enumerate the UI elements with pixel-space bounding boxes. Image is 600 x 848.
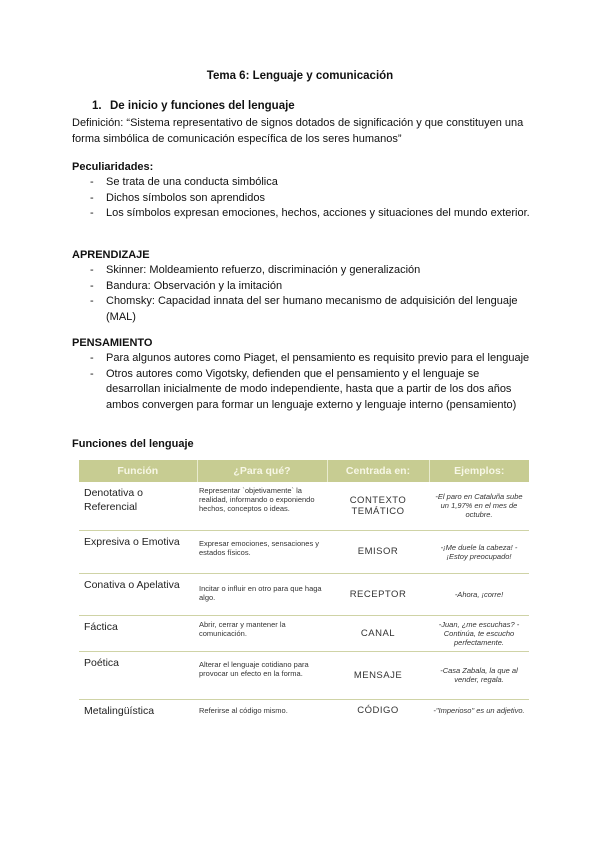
list-item: - Para algunos autores como Piaget, el pensamiento es requisito previo para el lenguaje <box>72 351 532 367</box>
cell-centrada: MENSAJE <box>327 651 429 699</box>
cell-ejemplo: -¡Me duele la cabeza! -¡Estoy preocupado! <box>429 530 529 573</box>
peculiaridades-list <box>72 175 532 222</box>
aprendizaje-list <box>72 263 532 325</box>
definition-paragraph: Definición: “Sistema representativo de signos dotados de significación y que constituyen una forma simbólica de comunicación específica de los seres humanos” <box>72 117 524 145</box>
cell-ejemplo: -Ahora, ¡corre! <box>429 573 529 615</box>
cell-centrada: CÓDIGO <box>357 705 399 716</box>
table-row <box>79 482 529 530</box>
peculiaridades-heading: Peculiaridades: <box>72 161 154 173</box>
cell-centrada: CANAL <box>327 615 429 651</box>
cell-funcion: Metalingüística <box>84 704 155 717</box>
pensamiento-heading: PENSAMIENTO <box>72 337 153 349</box>
cell-ejemplo: -El paro en Cataluña sube un 1,97% en el mes de octubre. <box>429 482 529 530</box>
cell-centrada: RECEPTOR <box>327 573 429 615</box>
cell-para-que: Expresar emociones, sensaciones y estados físicos. <box>197 530 327 573</box>
list-item: - Los símbolos expresan emociones, hechos, acciones y situaciones del mundo exterior. <box>72 206 532 222</box>
cell-ejemplo: -Juan, ¿me escuchas? -Continúa, te escucho perfectamente. <box>429 615 529 651</box>
list-item: - Dichos símbolos son aprendidos <box>72 191 532 207</box>
cell-centrada: EMISOR <box>327 530 429 573</box>
table-row <box>79 651 529 699</box>
cell-ejemplo: -"Imperioso" es un adjetivo. <box>433 706 525 715</box>
header-ejemplos: Ejemplos: <box>429 460 529 482</box>
list-item: - Otros autores como Vigotsky, defienden que el pensamiento y el lenguaje se desarrollan inicialmente de modo independiente, hasta que a partir de los dos años ambos convergen para formar un lenguaje externo y lenguaje interno (pensamiento) <box>72 367 532 414</box>
header-para-que: ¿Para qué? <box>197 460 327 482</box>
cell-funcion: Denotativa o Referencial <box>79 482 197 530</box>
cell-funcion: Fáctica <box>79 615 197 651</box>
section-title: De inicio y funciones del lenguaje <box>110 100 295 112</box>
table-header-row <box>79 460 529 482</box>
cell-funcion: Conativa o Apelativa <box>79 573 197 615</box>
table-row <box>79 615 529 651</box>
cell-para-que: Referirse al código mismo. <box>199 705 288 715</box>
cell-centrada: CONTEXTO TEMÁTICO <box>327 482 429 530</box>
aprendizaje-heading: APRENDIZAJE <box>72 249 150 261</box>
pensamiento-list <box>72 351 532 413</box>
cell-para-que: Abrir, cerrar y mantener la comunicación. <box>197 615 327 651</box>
list-item: - Bandura: Observación y la imitación <box>72 279 532 295</box>
table-row <box>79 530 529 573</box>
list-item: - Se trata de una conducta simbólica <box>72 175 532 191</box>
section-heading <box>92 100 295 112</box>
list-item: - Skinner: Moldeamiento refuerzo, discriminación y generalización <box>72 263 532 279</box>
section-number: 1. <box>92 100 102 112</box>
cell-para-que: Incitar o influir en otro para que haga algo. <box>197 573 327 615</box>
cell-funcion: Poética <box>79 651 197 699</box>
list-item: - Chomsky: Capacidad innata del ser humano mecanismo de adquisición del lenguaje (MAL) <box>72 294 532 325</box>
table-row <box>79 699 529 722</box>
cell-para-que: Alterar el lenguaje cotidiano para provocar un efecto en la forma. <box>197 651 327 699</box>
header-funcion: Función <box>79 460 197 482</box>
document-title: Tema 6: Lenguaje y comunicación <box>206 70 394 82</box>
cell-funcion: Expresiva o Emotiva <box>79 530 197 573</box>
funciones-heading: Funciones del lenguaje <box>72 438 194 450</box>
cell-para-que: Representar `objetivamente` la realidad, informando o exponiendo hechos, conceptos o ideas. <box>197 482 327 530</box>
header-centrada: Centrada en: <box>327 460 429 482</box>
cell-ejemplo: -Casa Zabala, la que al vender, regala. <box>429 651 529 699</box>
funciones-table <box>79 460 529 722</box>
table-row <box>79 573 529 615</box>
